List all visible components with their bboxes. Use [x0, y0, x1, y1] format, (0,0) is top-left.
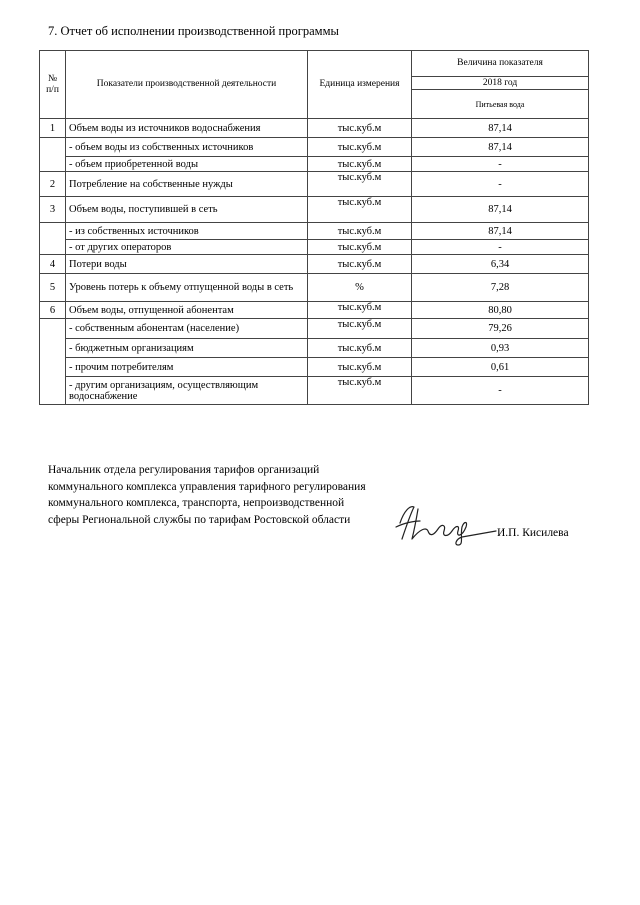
table-row — [40, 172, 589, 197]
row-unit: тыс.куб.м — [308, 302, 412, 319]
table-row — [40, 255, 589, 274]
table-row — [40, 240, 589, 255]
row-value: - — [412, 172, 589, 197]
row-unit: тыс.куб.м — [308, 319, 412, 339]
row-value: 6,34 — [412, 255, 589, 274]
row-unit: тыс.куб.м — [308, 138, 412, 157]
header-indicator: Показатели производственной деятельности — [66, 51, 308, 119]
row-unit: тыс.куб.м — [308, 119, 412, 138]
row-indicator: Потери воды — [66, 255, 308, 274]
row-indicator: Объем воды, поступившей в сеть — [66, 197, 308, 223]
row-unit: тыс.куб.м — [308, 197, 412, 223]
table-row — [40, 302, 589, 319]
row-indicator: - бюджетным организациям — [66, 339, 308, 358]
row-indicator: Объем воды из источников водоснабжения — [66, 119, 308, 138]
row-value: 87,14 — [412, 138, 589, 157]
table-row — [40, 157, 589, 172]
handwritten-signature — [390, 497, 502, 547]
row-indicator: - из собственных источников — [66, 223, 308, 240]
table-row — [40, 223, 589, 240]
header-subtype: Питьевая вода — [412, 90, 589, 119]
row-unit: тыс.куб.м — [308, 255, 412, 274]
row-unit: тыс.куб.м — [308, 172, 412, 197]
row-indicator: - собственным абонентам (население) — [66, 319, 308, 339]
row-num — [40, 319, 66, 405]
row-value: 87,14 — [412, 197, 589, 223]
production-program-table — [39, 50, 589, 405]
signatory-position: Начальник отдела регулирования тарифов организаций коммунального комплекса управления тарифного регулирования коммунального комплекса, транспорта, непроизводственной сферы Региональной службы по тарифам Ростовской области — [48, 464, 366, 526]
row-indicator: - другим организациям, осуществляющим водоснабжение — [66, 377, 308, 405]
row-indicator: Потребление на собственные нужды — [66, 172, 308, 197]
table-row — [40, 339, 589, 358]
row-unit: тыс.куб.м — [308, 377, 412, 405]
row-value: 87,14 — [412, 119, 589, 138]
row-num: 5 — [40, 274, 66, 302]
header-num: № п/п — [40, 51, 66, 119]
row-indicator: - прочим потребителям — [66, 358, 308, 377]
row-value: 80,80 — [412, 302, 589, 319]
row-unit: тыс.куб.м — [308, 358, 412, 377]
row-value: - — [412, 377, 589, 405]
row-unit: тыс.куб.м — [308, 240, 412, 255]
table-row — [40, 138, 589, 157]
row-num: 1 — [40, 119, 66, 138]
row-value: - — [412, 157, 589, 172]
signer-name: И.П. Кисилева — [497, 527, 569, 539]
row-indicator: - от других операторов — [66, 240, 308, 255]
row-num: 3 — [40, 197, 66, 223]
table-row — [40, 274, 589, 302]
table-row — [40, 197, 589, 223]
header-value-group: Величина показателя — [412, 51, 589, 77]
row-unit: % — [308, 274, 412, 302]
row-value: 0,61 — [412, 358, 589, 377]
table-row — [40, 119, 589, 138]
row-num — [40, 223, 66, 255]
row-indicator: - объем воды из собственных источников — [66, 138, 308, 157]
table-row — [40, 377, 589, 405]
row-value: - — [412, 240, 589, 255]
row-indicator: Объем воды, отпущенной абонентам — [66, 302, 308, 319]
row-unit: тыс.куб.м — [308, 339, 412, 358]
row-value: 87,14 — [412, 223, 589, 240]
row-value: 79,26 — [412, 319, 589, 339]
row-indicator: Уровень потерь к объему отпущенной воды в сеть — [66, 274, 308, 302]
row-num: 4 — [40, 255, 66, 274]
header-unit: Единица измерения — [308, 51, 412, 119]
row-unit: тыс.куб.м — [308, 223, 412, 240]
table-row — [40, 358, 589, 377]
header-year: 2018 год — [412, 77, 589, 90]
row-unit: тыс.куб.м — [308, 157, 412, 172]
row-num: 6 — [40, 302, 66, 319]
row-indicator: - объем приобретенной воды — [66, 157, 308, 172]
row-num: 2 — [40, 172, 66, 197]
row-num — [40, 138, 66, 172]
table-row — [40, 319, 589, 339]
row-value: 7,28 — [412, 274, 589, 302]
section-title: 7. Отчет об исполнении производственной программы — [48, 24, 339, 38]
row-value: 0,93 — [412, 339, 589, 358]
